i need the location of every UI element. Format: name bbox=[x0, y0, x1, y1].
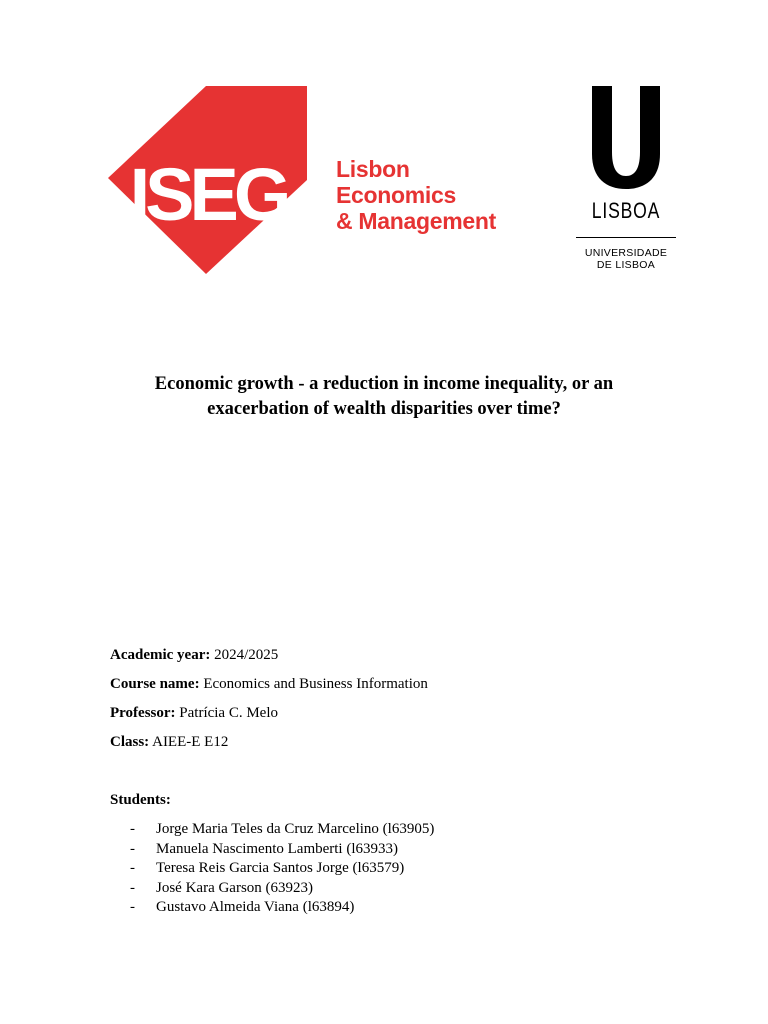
student-name: José Kara Garson (63923) bbox=[156, 879, 314, 896]
list-item bbox=[130, 840, 434, 860]
student-name: Jorge Maria Teles da Cruz Marcelino (l63905) bbox=[156, 821, 435, 837]
student-name: Gustavo Almeida Viana (l63894) bbox=[156, 899, 355, 915]
field-value: 2024/2025 bbox=[214, 647, 279, 663]
ulisboa-subtitle bbox=[574, 247, 678, 271]
ulisboa-u-mark bbox=[590, 84, 662, 190]
ulisboa-logo bbox=[574, 84, 678, 280]
document-title-line-1: Economic growth - a reduction in income inequality, or an bbox=[154, 374, 614, 394]
ulisboa-subtitle-line-1: UNIVERSIDADE bbox=[584, 247, 668, 259]
field-class bbox=[110, 733, 670, 762]
list-item bbox=[130, 898, 434, 918]
student-name: Teresa Reis Garcia Santos Jorge (l63579) bbox=[156, 860, 405, 876]
iseg-wordmark-line-1: Lisbon bbox=[336, 156, 410, 182]
list-bullet: - bbox=[130, 821, 135, 837]
students-list bbox=[130, 820, 434, 918]
document-title-line-2: exacerbation of wealth disparities over time? bbox=[207, 399, 561, 419]
list-item bbox=[130, 879, 434, 899]
list-item bbox=[130, 859, 434, 879]
course-info bbox=[110, 646, 670, 762]
iseg-wordmark-line-3: & Management bbox=[336, 208, 496, 234]
field-label: Class: bbox=[110, 734, 150, 750]
iseg-logo bbox=[108, 84, 528, 278]
field-academic-year bbox=[110, 646, 670, 675]
field-label: Professor: bbox=[110, 705, 176, 721]
students-heading: Students: bbox=[110, 792, 171, 808]
list-item bbox=[130, 820, 434, 840]
ulisboa-wordmark: LISBOA bbox=[591, 198, 661, 223]
iseg-wordmark-line-2: Economics bbox=[336, 182, 457, 208]
field-value: Economics and Business Information bbox=[203, 676, 428, 692]
field-label: Academic year: bbox=[110, 647, 211, 663]
list-bullet: - bbox=[130, 879, 135, 896]
iseg-wordmark bbox=[336, 156, 496, 234]
field-value: AIEE-E E12 bbox=[152, 734, 229, 750]
field-professor bbox=[110, 704, 670, 733]
list-bullet: - bbox=[130, 840, 135, 857]
list-bullet: - bbox=[130, 899, 135, 915]
iseg-logo-mark bbox=[108, 84, 308, 278]
list-bullet: - bbox=[130, 860, 135, 876]
ulisboa-divider bbox=[576, 237, 676, 238]
svg-text:ISEG: ISEG bbox=[129, 153, 287, 236]
field-value: Patrícia C. Melo bbox=[179, 705, 279, 721]
student-name: Manuela Nascimento Lamberti (l63933) bbox=[156, 840, 399, 857]
field-course-name bbox=[110, 675, 670, 704]
field-label: Course name: bbox=[110, 676, 200, 692]
ulisboa-subtitle-line-2: DE LISBOA bbox=[596, 259, 656, 271]
document-title bbox=[100, 372, 668, 422]
